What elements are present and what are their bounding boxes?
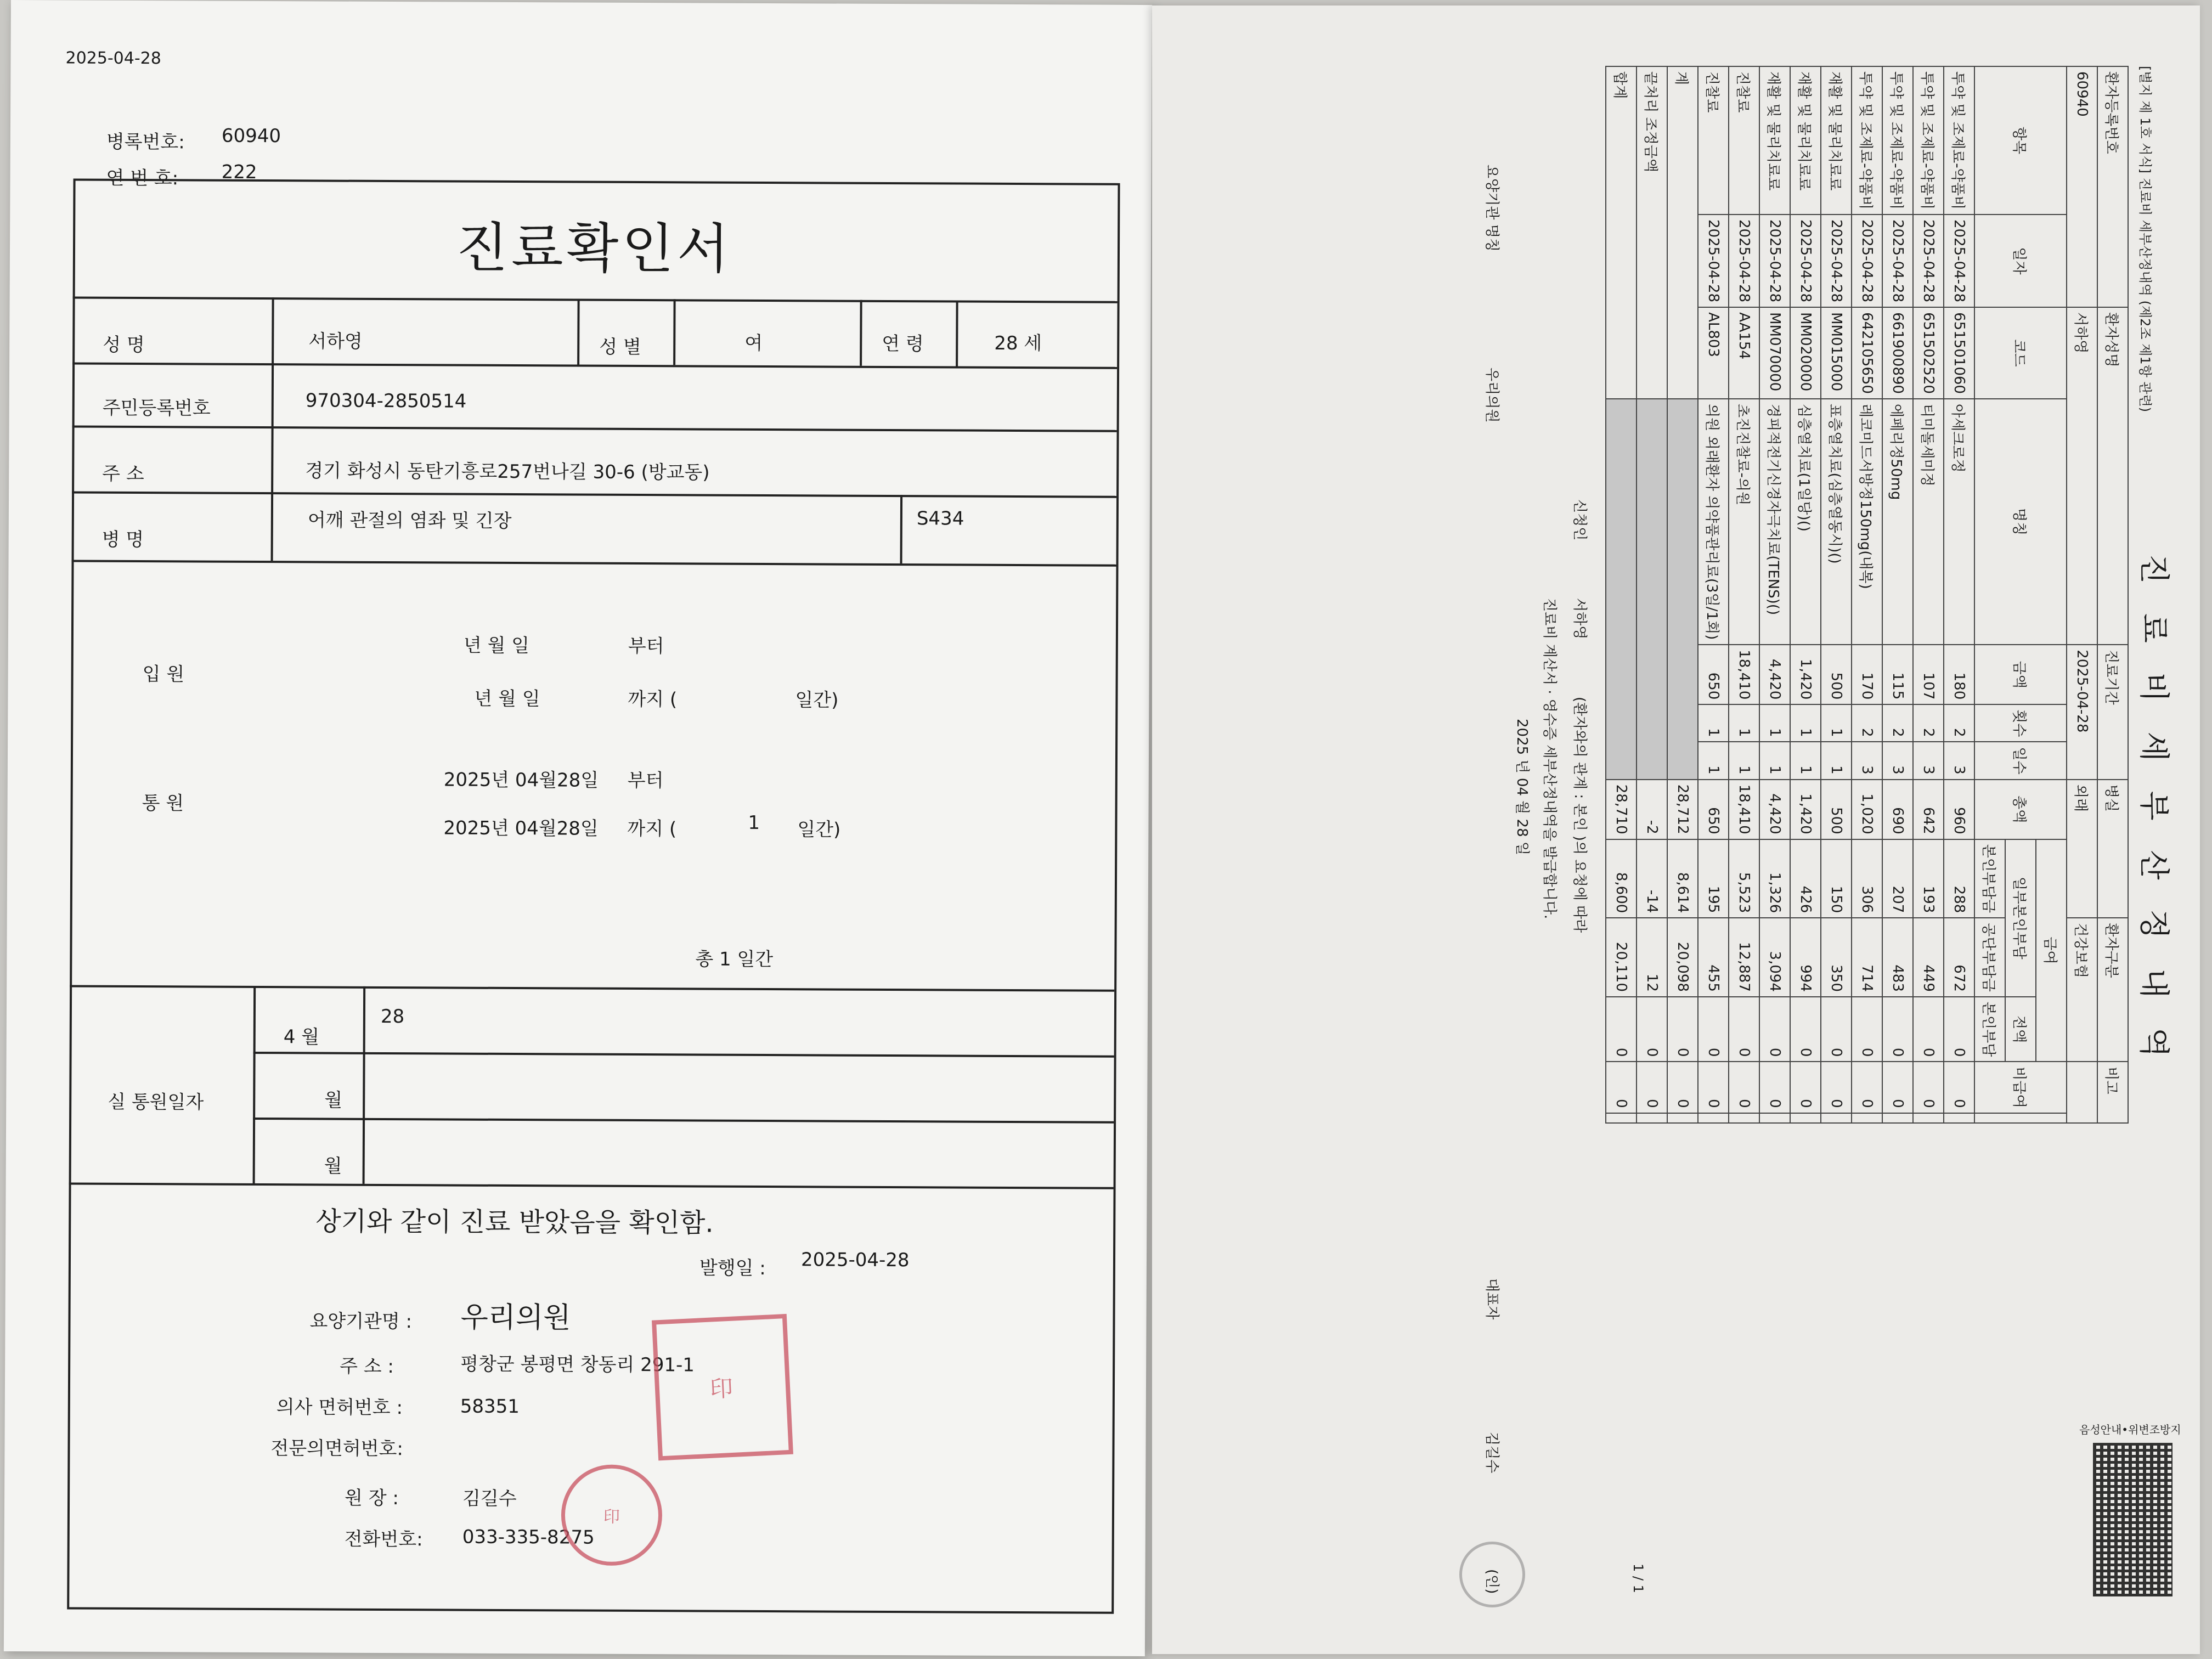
cell-item: 재활 및 물리치료료	[1821, 66, 1852, 215]
sum-total: 28,712	[1667, 780, 1698, 839]
rrn-label: 주민등록번호	[102, 397, 211, 420]
cell-count: 1	[1698, 704, 1729, 742]
issue-statement: 진료비 계산서 · 영수증 세부산정내역을 발급합니다.	[1541, 598, 1558, 919]
sex-label: 성 별	[599, 336, 641, 359]
cell-non: 0	[1913, 1062, 1944, 1113]
table-row	[1913, 66, 1944, 1123]
cell-price: 4,420	[1759, 645, 1790, 704]
table-row	[1698, 66, 1729, 1123]
cell-code: MM015000	[1821, 307, 1852, 399]
qr-caption: 음성안내•위변조방지	[2079, 1423, 2181, 1436]
table-row	[1759, 66, 1790, 1123]
cell-date: 2025-04-28	[1913, 215, 1944, 307]
cell-full: 0	[1821, 997, 1852, 1062]
cell-full: 0	[1882, 997, 1913, 1062]
cell-total: 690	[1882, 780, 1913, 839]
grand-total-row	[1606, 66, 1637, 1123]
v-period: 2025-04-28	[2067, 645, 2097, 779]
cell-name: 레코미드서방정150mg(내복)	[1852, 399, 1882, 645]
adjust-full: 0	[1637, 997, 1667, 1062]
cell-self: 306	[1852, 839, 1882, 918]
license-value: 58351	[460, 1395, 520, 1418]
cell-date: 2025-04-28	[1944, 215, 1974, 307]
cell-item: 투약 및 조제료-약품비	[1882, 66, 1913, 215]
cell-code: AL803	[1698, 307, 1729, 399]
cell-non: 0	[1882, 1062, 1913, 1113]
cell-price: 18,410	[1729, 645, 1759, 704]
address-value: 경기 화성시 동탄기흥로257번나길 30-6 (방교동)	[305, 460, 710, 484]
cell-code: 651502520	[1913, 307, 1944, 399]
cell-public: 672	[1944, 918, 1974, 997]
cell-full: 0	[1913, 997, 1944, 1062]
v-patient-no: 60940	[2067, 66, 2097, 307]
cell-public: 455	[1698, 918, 1729, 997]
cell-total: 4,420	[1759, 780, 1790, 839]
column-group-row	[2036, 66, 2067, 1123]
cell-spacer	[1821, 1113, 1852, 1123]
relation-text: (환자와의 관계 : 본인 )의 요청에 따라	[1571, 697, 1588, 933]
h-patient-name: 환자성명	[2097, 307, 2128, 645]
total-days: 총 1 일간	[695, 948, 774, 971]
cell-item: 투약 및 조제료-약품비	[1913, 66, 1944, 215]
rrn-value: 970304-2850514	[305, 390, 467, 413]
col-total: 총액	[1974, 780, 2067, 839]
cell-days: 1	[1759, 742, 1790, 779]
issue-date-top: 2025-04-28	[65, 48, 161, 69]
cell-full: 0	[1790, 997, 1821, 1062]
hospital-name: 우리의원	[460, 1301, 571, 1335]
table-row	[1729, 66, 1759, 1123]
itemized-bill-document	[1152, 5, 2200, 1654]
grand-shade	[1606, 399, 1637, 780]
cell-price: 170	[1852, 645, 1882, 704]
form-frame	[67, 178, 1120, 1613]
hospital-label: 요양기관명 :	[309, 1310, 413, 1333]
cell-public: 483	[1882, 918, 1913, 997]
cell-item: 진찰료	[1698, 66, 1729, 215]
grand-total: 28,710	[1606, 780, 1637, 839]
cell-total: 1,420	[1790, 780, 1821, 839]
cell-public: 12,887	[1729, 918, 1759, 997]
sum-public: 20,098	[1667, 918, 1698, 997]
visit-month-3: 월	[324, 1155, 342, 1177]
cell-total: 650	[1698, 780, 1729, 839]
h-room: 병실	[2097, 780, 2128, 918]
name-value: 서하영	[308, 330, 363, 353]
grand-full: 0	[1606, 997, 1637, 1062]
cell-self: 150	[1821, 839, 1852, 918]
form-label: [별지 제 1호 서식] 진료비 세부산정내역 (제2조 제1항 관련)	[2137, 66, 2153, 413]
sum-row	[1667, 66, 1698, 1123]
cell-days: 1	[1729, 742, 1759, 779]
rep-label: 대표자	[1483, 1278, 1500, 1320]
cell-date: 2025-04-28	[1852, 215, 1882, 307]
issue-date: 2025 년 04 월 28 일	[1514, 719, 1530, 856]
cell-date: 2025-04-28	[1759, 215, 1790, 307]
inpatient-label: 입 원	[142, 663, 185, 686]
cell-name: 표층열치료(심층열동시)()	[1821, 399, 1852, 645]
confirmation-document	[4, 0, 1152, 1656]
sex-value: 여	[744, 332, 763, 354]
rep-seal-stamp	[1459, 1542, 1525, 1607]
h-type: 환자구분	[2097, 918, 2128, 1062]
cell-self: 1,326	[1759, 839, 1790, 918]
col-full-group: 전액	[2005, 997, 2036, 1062]
cell-count: 1	[1729, 704, 1759, 742]
col-price: 금액	[1974, 645, 2067, 704]
serial-label: 연 번 호:	[106, 167, 179, 190]
cell-spacer	[1790, 1113, 1821, 1123]
adjust-shade	[1637, 399, 1667, 780]
reg-value: 60940	[221, 125, 281, 148]
rep-name: 김길수	[1483, 1432, 1500, 1474]
cell-public: 714	[1852, 918, 1882, 997]
table-row	[1882, 66, 1913, 1123]
table-row	[1821, 66, 1852, 1123]
col-full-self: 본인부담	[1974, 997, 2005, 1062]
adjust-spacer	[1637, 1113, 1667, 1123]
cell-count: 2	[1913, 704, 1944, 742]
cell-code: 661900890	[1882, 307, 1913, 399]
cell-name: 초진진찰료-의원	[1729, 399, 1759, 645]
cell-full: 0	[1698, 997, 1729, 1062]
v-type: 건강보험	[2067, 918, 2097, 1062]
license-label: 의사 면허번호 :	[276, 1396, 403, 1419]
cell-spacer	[1882, 1113, 1913, 1123]
cell-price: 500	[1821, 645, 1852, 704]
sum-spacer	[1667, 1113, 1698, 1123]
issue-value: 2025-04-28	[800, 1249, 910, 1272]
disease-label: 병 명	[101, 528, 144, 551]
cell-full: 0	[1759, 997, 1790, 1062]
sum-full: 0	[1667, 997, 1698, 1062]
inpatient-to-suffix: 까지 (	[628, 688, 678, 711]
cell-name: 티미돌세미정	[1913, 399, 1944, 645]
cell-non: 0	[1944, 1062, 1974, 1113]
disease-value: 어깨 관절의 염좌 및 긴장	[307, 509, 512, 532]
specialist-license-label: 전문의면허번호:	[270, 1437, 403, 1460]
cell-date: 2025-04-28	[1729, 215, 1759, 307]
applicant-name: 서하영	[1571, 598, 1588, 640]
cell-full: 0	[1944, 997, 1974, 1062]
v-patient-name: 서하영	[2067, 307, 2097, 645]
col-self: 본인부담금	[1974, 839, 2005, 918]
cell-days: 1	[1698, 742, 1729, 779]
page-number: 1 / 1	[1630, 1564, 1646, 1593]
cell-non: 0	[1729, 1062, 1759, 1113]
cell-days: 3	[1913, 742, 1944, 779]
cell-name: 아세크로정	[1944, 399, 1974, 645]
grand-public: 20,110	[1606, 918, 1637, 997]
visit-label: 실 통원일자	[108, 1091, 204, 1114]
cell-self: 426	[1790, 839, 1821, 918]
cell-item: 재활 및 물리치료료	[1790, 66, 1821, 215]
outpatient-from: 2025년 04월28일	[443, 769, 599, 792]
visit-month-2: 월	[324, 1089, 343, 1111]
hospital-address: 평창군 봉평면 창동리 291-1	[460, 1353, 695, 1376]
cell-non: 0	[1698, 1062, 1729, 1113]
cell-self: 288	[1944, 839, 1974, 918]
seal-mark: (인)	[1483, 1569, 1500, 1594]
cell-days: 1	[1821, 742, 1852, 779]
cell-code: 642105650	[1852, 307, 1882, 399]
address-label: 주 소	[102, 462, 144, 486]
bill-table	[1605, 66, 2129, 1124]
adjust-non: 0	[1637, 1062, 1667, 1113]
outpatient-from-suffix: 부터	[627, 769, 664, 792]
serial-value: 222	[221, 161, 257, 183]
h-note: 비고	[2097, 1062, 2128, 1122]
cell-price: 180	[1944, 645, 1974, 704]
col-spacer	[1974, 1113, 2067, 1123]
cell-spacer	[1698, 1113, 1729, 1123]
cell-item: 재활 및 물리치료료	[1759, 66, 1790, 215]
cell-item: 진찰료	[1729, 66, 1759, 215]
v-room: 외래	[2067, 780, 2097, 918]
cell-non: 0	[1852, 1062, 1882, 1113]
disease-code: S434	[916, 507, 964, 530]
col-item: 항목	[1974, 66, 2067, 215]
cell-days: 3	[1852, 742, 1882, 779]
col-date: 일자	[1974, 215, 2067, 307]
h-period: 진료기간	[2097, 645, 2128, 779]
sum-non: 0	[1667, 1062, 1698, 1113]
cell-total: 642	[1913, 780, 1944, 839]
adjust-self: -14	[1637, 839, 1667, 918]
cell-price: 1,420	[1790, 645, 1821, 704]
cell-price: 115	[1882, 645, 1913, 704]
cell-total: 18,410	[1729, 780, 1759, 839]
qr-code	[2093, 1443, 2172, 1596]
cell-code: MM070000	[1759, 307, 1790, 399]
cell-non: 0	[1790, 1062, 1821, 1113]
cell-name: 에페리정50mg	[1882, 399, 1913, 645]
cell-code: AA154	[1729, 307, 1759, 399]
col-public: 공단부담금	[1974, 918, 2005, 997]
inpatient-to: 년 월 일	[474, 687, 540, 710]
cell-days: 1	[1790, 742, 1821, 779]
name-label: 성 명	[103, 334, 145, 357]
outpatient-days: 일간)	[797, 819, 841, 841]
cell-public: 994	[1790, 918, 1821, 997]
sum-self: 8,614	[1667, 839, 1698, 918]
cell-item: 투약 및 조제료-약품비	[1944, 66, 1974, 215]
adjust-row	[1637, 66, 1667, 1123]
cell-public: 449	[1913, 918, 1944, 997]
org-label: 요양기관 명칭	[1483, 165, 1500, 252]
col-noncovered: 비급여	[1974, 1062, 2067, 1113]
hospital-address-label: 주 소 :	[340, 1355, 394, 1378]
cell-date: 2025-04-28	[1698, 215, 1729, 307]
cell-total: 500	[1821, 780, 1852, 839]
director-label: 원 장 :	[345, 1487, 399, 1510]
cell-total: 960	[1944, 780, 1974, 839]
header-row	[2097, 66, 2128, 1123]
cell-count: 1	[1759, 704, 1790, 742]
cell-public: 350	[1821, 918, 1852, 997]
reg-label: 병록번호:	[106, 131, 185, 154]
h-patient-no: 환자등록번호	[2097, 66, 2128, 307]
cell-spacer	[1759, 1113, 1790, 1123]
cell-full: 0	[1729, 997, 1759, 1062]
cell-date: 2025-04-28	[1882, 215, 1913, 307]
col-amount-group: 금여	[2036, 839, 2067, 1062]
cell-full: 0	[1852, 997, 1882, 1062]
grand-non: 0	[1606, 1062, 1637, 1113]
inpatient-from: 년 월 일	[463, 634, 530, 657]
cell-spacer	[1852, 1113, 1882, 1123]
cell-count: 2	[1882, 704, 1913, 742]
cell-price: 650	[1698, 645, 1729, 704]
grand-spacer	[1606, 1113, 1637, 1123]
cell-total: 1,020	[1852, 780, 1882, 839]
outpatient-to: 2025년 04월28일	[443, 817, 599, 840]
cell-count: 1	[1821, 704, 1852, 742]
outpatient-to-suffix: 까지 (	[627, 817, 677, 840]
cell-code: MM020000	[1790, 307, 1821, 399]
cell-name: 심층열치료(1일당)()	[1790, 399, 1821, 645]
sum-label: 계	[1667, 66, 1698, 399]
adjust-public: 12	[1637, 918, 1667, 997]
cell-count: 2	[1852, 704, 1882, 742]
inpatient-days: 일간)	[795, 689, 839, 712]
org-name: 우리의원	[1483, 368, 1500, 423]
cell-non: 0	[1759, 1062, 1790, 1113]
v-note	[2067, 1062, 2097, 1122]
phone-value: 033-335-8275	[462, 1526, 595, 1549]
age-value: 28 세	[994, 332, 1042, 355]
cell-self: 5,523	[1729, 839, 1759, 918]
age-label: 연 령	[882, 332, 924, 356]
adjust-label: 끝처리 조정금액	[1637, 66, 1667, 399]
col-days: 일수	[1974, 742, 2067, 779]
cell-spacer	[1913, 1113, 1944, 1123]
issue-label: 발행일 :	[699, 1257, 766, 1280]
page-title: 진료확인서	[456, 217, 732, 281]
table-row	[1852, 66, 1882, 1123]
confirmation-statement: 상기와 같이 진료 받았음을 확인함.	[315, 1206, 714, 1239]
cell-days: 3	[1882, 742, 1913, 779]
cell-name: 경피적전기신경자극치료(TENS)()	[1759, 399, 1790, 645]
phone-label: 전화번호:	[344, 1528, 423, 1551]
grand-label: 합계	[1606, 66, 1637, 399]
director-seal-stamp: 印	[561, 1464, 663, 1566]
cell-self: 207	[1882, 839, 1913, 918]
cell-price: 107	[1913, 645, 1944, 704]
director-name: 김길수	[462, 1487, 517, 1510]
cell-self: 193	[1913, 839, 1944, 918]
cell-count: 1	[1790, 704, 1821, 742]
outpatient-label: 통 원	[142, 792, 184, 815]
cell-date: 2025-04-28	[1790, 215, 1821, 307]
outpatient-days-num: 1	[748, 811, 760, 834]
header-values-row	[2067, 66, 2097, 1123]
bill-title: 진 료 비 세 부 산 정 내 역	[2136, 554, 2171, 1068]
inpatient-from-suffix: 부터	[628, 635, 664, 658]
col-code: 코드	[1974, 307, 2067, 399]
adjust-total: -2	[1637, 780, 1667, 839]
cell-date: 2025-04-28	[1821, 215, 1852, 307]
table-row	[1944, 66, 1974, 1123]
cell-self: 195	[1698, 839, 1729, 918]
cell-non: 0	[1821, 1062, 1852, 1113]
col-copay-group: 일부본인부담	[2005, 839, 2036, 997]
hospital-seal-stamp: 印	[652, 1314, 793, 1461]
cell-days: 3	[1944, 742, 1974, 779]
col-name: 명칭	[1974, 399, 2067, 645]
cell-name: 의원 외래환자 의약품관리료(3일/1회)	[1698, 399, 1729, 645]
cell-count: 2	[1944, 704, 1974, 742]
visit-month-1: 4 월	[283, 1026, 320, 1048]
visit-day-1: 28	[380, 1005, 405, 1028]
col-count: 횟수	[1974, 704, 2067, 742]
cell-code: 651501060	[1944, 307, 1974, 399]
cell-spacer	[1729, 1113, 1759, 1123]
cell-spacer	[1944, 1113, 1974, 1123]
applicant-label: 신청인	[1571, 499, 1588, 541]
cell-item: 투약 및 조제료-약품비	[1852, 66, 1882, 215]
grand-self: 8,600	[1606, 839, 1637, 918]
sum-shade	[1667, 399, 1698, 780]
cell-public: 3,094	[1759, 918, 1790, 997]
table-row	[1790, 66, 1821, 1123]
